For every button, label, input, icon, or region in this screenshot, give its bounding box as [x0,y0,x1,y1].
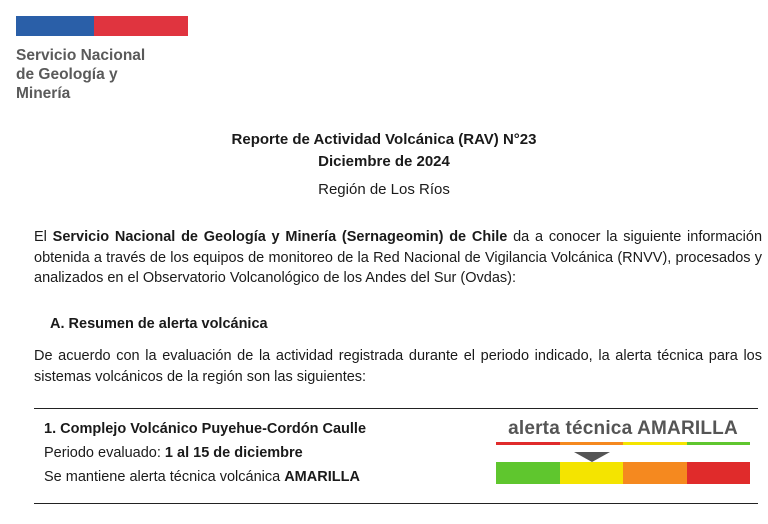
report-date: Diciembre de 2024 [318,153,450,170]
volcano-name: 1. Complejo Volcánico Puyehue-Cordón Caulle [44,421,367,437]
logo-line-1: Servicio Nacional [16,47,146,64]
alert-scale [496,462,750,484]
underline-segment-yellow [623,442,687,445]
report-title: Reporte de Actividad Volcánica (RAV) N°23 [231,131,537,148]
table-top-rule [34,408,758,409]
volcano-entry [44,417,366,489]
alert-pointer-icon [574,452,610,462]
table-bottom-rule [34,503,758,504]
volcano-period-label: Periodo evaluado: [44,445,165,461]
logo-line-3: Minería [16,85,71,102]
scale-segment-green [496,462,560,484]
volcano-period [44,441,366,465]
intro-prefix: El [34,229,53,245]
logo-flag-bar [16,16,188,36]
logo-line-2: de Geología y [16,66,118,83]
volcano-status-value: AMARILLA [284,469,360,485]
alert-level-label: alerta técnica AMARILLA [508,418,738,439]
volcano-status [44,465,366,489]
volcano-period-value: 1 al 15 de diciembre [164,445,303,461]
section-a-paragraph: De acuerdo con la evaluación de la actividad registrada durante el periodo indicado, la alerta técnica para los sistemas volcánicos de la región son las siguientes: [34,348,762,385]
section-a-heading: A. Resumen de alerta volcánica [50,316,268,332]
underline-segment-red [496,442,560,445]
underline-segment-green [687,442,751,445]
alert-underline [496,442,750,445]
alert-level-widget [496,418,750,486]
underline-segment-orange [560,442,624,445]
logo-red-stripe [94,16,188,36]
intro-org: Servicio Nacional de Geología y Minería (Sernageomin) de Chile [52,229,508,245]
logo-text [16,46,206,103]
report-region: Región de Los Ríos [318,181,450,198]
logo-blue-stripe [16,16,94,36]
report-title-block [0,129,768,201]
scale-segment-orange [623,462,687,484]
intro-paragraph [34,227,762,289]
scale-segment-red [687,462,751,484]
volcano-status-prefix: Se mantiene alerta técnica volcánica [44,469,285,485]
scale-segment-yellow [560,462,624,484]
intro-suffix: da a conocer la siguiente información obtenida a través de los equipos de monitoreo de la Red Nacional de Vigilancia Volcánica (RNVV), procesados y analizados en el Observatorio Volcanológico de los Andes del Sur (Ovdas): [34,229,763,286]
